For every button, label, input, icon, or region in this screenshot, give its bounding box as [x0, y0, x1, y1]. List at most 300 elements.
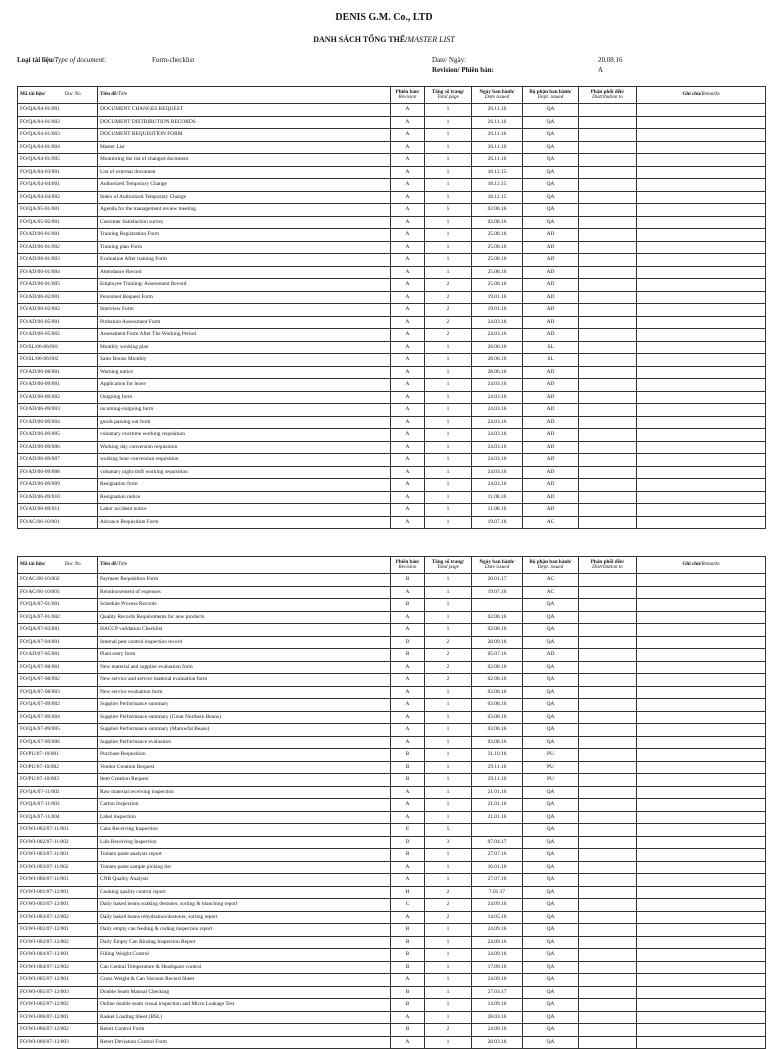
total-page-cell: 1: [425, 366, 472, 379]
remarks-cell: [637, 304, 766, 317]
distribution-cell: [579, 986, 637, 999]
revision-cell: A: [391, 204, 425, 217]
doc-no-cell: FO/AD/06-09/006: [18, 441, 98, 454]
distribution-cell: [579, 1036, 637, 1049]
doc-no-cell: FO/AD/06-01/003: [18, 254, 98, 267]
distribution-cell: [579, 166, 637, 179]
date-issued-cell: 24.03.16: [472, 404, 523, 417]
revision-cell: B: [391, 949, 425, 962]
distribution-cell: [579, 1024, 637, 1037]
distribution-cell: [579, 491, 637, 504]
distribution-cell: [579, 799, 637, 812]
date-issued-cell: 02.08.16: [472, 216, 523, 229]
table-row: [18, 949, 766, 962]
table-header-row: [18, 87, 766, 104]
distribution-cell: [579, 786, 637, 799]
table-row: [18, 774, 766, 787]
title-cell: DOCUMENT REQUISITION FORM: [98, 129, 391, 142]
table-row: [18, 574, 766, 587]
distribution-cell: [579, 316, 637, 329]
remarks-cell: [637, 836, 766, 849]
distribution-cell: [579, 429, 637, 442]
table-row: [18, 924, 766, 937]
revision-cell: A: [391, 874, 425, 887]
doc-no-cell: FO/QA/04-04/001: [18, 179, 98, 192]
remarks-cell: [637, 599, 766, 612]
table-row: [18, 811, 766, 824]
distribution-cell: [579, 599, 637, 612]
title-cell: DOCUMENT DISTRIBUTION RECORDS: [98, 116, 391, 129]
remarks-cell: [637, 961, 766, 974]
revision-cell: A: [391, 191, 425, 204]
title-cell: Warning notice: [98, 366, 391, 379]
doc-no-cell: FO/QA/07-04/001: [18, 636, 98, 649]
date-issued-cell: 26.11.16: [472, 141, 523, 154]
dept-cell: QA: [523, 699, 579, 712]
revision-cell: A: [391, 466, 425, 479]
date-issued-cell: 02.08.16: [472, 624, 523, 637]
col-dept-issued: Bộ phận ban hành/ Dept. issued: [523, 87, 579, 104]
dept-cell: AD: [523, 391, 579, 404]
date-issued-cell: 03.08.16: [472, 711, 523, 724]
distribution-cell: [579, 416, 637, 429]
remarks-cell: [637, 574, 766, 587]
distribution-cell: [579, 936, 637, 949]
title-cell: Supplier Performance summary (Marowfat Beans): [98, 724, 391, 737]
remarks-cell: [637, 799, 766, 812]
revision-cell: B: [391, 986, 425, 999]
dept-cell: QA: [523, 986, 579, 999]
doc-no-cell: FO/WI-006/07-12/003: [18, 1036, 98, 1049]
date-issued-cell: 17.09.16: [472, 961, 523, 974]
revision-cell: H: [391, 886, 425, 899]
distribution-cell: [579, 674, 637, 687]
distribution-cell: [579, 924, 637, 937]
doc-no-cell: FO/WI-002/07-12/001: [18, 924, 98, 937]
title-cell: Label inspection: [98, 811, 391, 824]
total-page-cell: 1: [425, 586, 472, 599]
doc-no-cell: FO/AD/06-09/005: [18, 429, 98, 442]
remarks-cell: [637, 479, 766, 492]
title-cell: Resignation notice: [98, 491, 391, 504]
dept-cell: QA: [523, 204, 579, 217]
revision-cell: A: [391, 861, 425, 874]
title-cell: Master List: [98, 141, 391, 154]
title-cell: Monthly working plan: [98, 341, 391, 354]
date-issued-cell: 28.03.16: [472, 1036, 523, 1049]
distribution-cell: [579, 661, 637, 674]
total-page-cell: 1: [425, 949, 472, 962]
revision-cell: A: [391, 216, 425, 229]
title-cell: Vendor Creation Request: [98, 761, 391, 774]
revision-cell: A: [391, 674, 425, 687]
title-cell: Retort Deviation Control Form: [98, 1036, 391, 1049]
remarks-cell: [637, 229, 766, 242]
title-cell: Monitoring the list of changed document: [98, 154, 391, 167]
title-cell: Purchase Requisition: [98, 749, 391, 762]
table-row: [18, 491, 766, 504]
distribution-cell: [579, 899, 637, 912]
dept-cell: AD: [523, 491, 579, 504]
doc-no-cell: FO/QA/07-08/001: [18, 661, 98, 674]
doc-type-value: Form-checklist: [152, 56, 195, 64]
remarks-cell: [637, 1024, 766, 1037]
title-cell: Index of Authorized Temporary Change: [98, 191, 391, 204]
total-page-cell: 1: [425, 379, 472, 392]
doc-no-cell: FO/AD/06-09/010: [18, 491, 98, 504]
total-page-cell: 1: [425, 999, 472, 1012]
revision-cell: A: [391, 154, 425, 167]
total-page-cell: 1: [425, 849, 472, 862]
table-row: [18, 961, 766, 974]
table-row: [18, 624, 766, 637]
title-cell: Item Creation Request: [98, 774, 391, 787]
table-row: [18, 1024, 766, 1037]
table-row: [18, 686, 766, 699]
total-page-cell: 1: [425, 416, 472, 429]
revision-cell: A: [391, 454, 425, 467]
date-issued-cell: 28.09.16: [472, 636, 523, 649]
table-row: [18, 911, 766, 924]
table-row: [18, 986, 766, 999]
doc-no-cell: FO/AD/06-09/003: [18, 404, 98, 417]
date-issued-cell: 31.10.16: [472, 749, 523, 762]
doc-no-cell: FO/AC/06-10/001: [18, 516, 98, 529]
total-page-cell: 1: [425, 611, 472, 624]
doc-no-cell: FO/QA/05-02/001: [18, 216, 98, 229]
doc-no-cell: FO/WI-004/07-12/002: [18, 961, 98, 974]
dept-cell: AD: [523, 241, 579, 254]
remarks-cell: [637, 636, 766, 649]
revision-cell: A: [391, 699, 425, 712]
remarks-cell: [637, 699, 766, 712]
remarks-cell: [637, 724, 766, 737]
total-page-cell: 1: [425, 341, 472, 354]
total-page-cell: 1: [425, 811, 472, 824]
total-page-cell: 5: [425, 824, 472, 837]
revision-cell: B: [391, 774, 425, 787]
col-distribution: Phân phối đến/ Distribution to: [579, 87, 637, 104]
remarks-cell: [637, 811, 766, 824]
revision-cell: A: [391, 179, 425, 192]
table-row: [18, 354, 766, 367]
doc-no-cell: FO/WI-003/07-12/002: [18, 911, 98, 924]
total-page-cell: 1: [425, 391, 472, 404]
title-cell: Authorized Temporary Change: [98, 179, 391, 192]
doc-no-cell: FO/QA/07-08/002: [18, 674, 98, 687]
title-cell: New service evaluation form: [98, 686, 391, 699]
total-page-cell: 1: [425, 104, 472, 117]
dept-cell: AD: [523, 416, 579, 429]
date-issued-cell: 02.08.16: [472, 611, 523, 624]
table-row: [18, 849, 766, 862]
revision-cell: A: [391, 166, 425, 179]
revision-cell: B: [391, 1024, 425, 1037]
doc-no-cell: FO/WI-003/07-11/002: [18, 861, 98, 874]
distribution-cell: [579, 811, 637, 824]
distribution-cell: [579, 404, 637, 417]
table-row: [18, 874, 766, 887]
revision-cell: A: [391, 429, 425, 442]
remarks-cell: [637, 911, 766, 924]
dept-cell: QA: [523, 861, 579, 874]
doc-no-cell: FO/QA/07-09/002: [18, 699, 98, 712]
table-row: [18, 254, 766, 267]
dept-cell: QA: [523, 786, 579, 799]
title-cell: working hour conversion requisition: [98, 454, 391, 467]
revision-cell: A: [391, 516, 425, 529]
distribution-cell: [579, 179, 637, 192]
total-page-cell: 1: [425, 624, 472, 637]
revision-cell: A: [391, 479, 425, 492]
doc-no-cell: FO/QA/04-01/001: [18, 104, 98, 117]
total-page-cell: 1: [425, 574, 472, 587]
date-issued-cell: 25.08.16: [472, 266, 523, 279]
table-row: [18, 116, 766, 129]
table-row: [18, 241, 766, 254]
distribution-cell: [579, 341, 637, 354]
revision-cell: A: [391, 266, 425, 279]
date-issued-cell: 25.08.16: [472, 279, 523, 292]
doc-no-cell: FO/WI-006/07-12/001: [18, 1011, 98, 1024]
date-issued-cell: 25.08.16: [472, 241, 523, 254]
date-issued-cell: 26.11.16: [472, 154, 523, 167]
date-issued-cell: 24.03.16: [472, 466, 523, 479]
remarks-cell: [637, 861, 766, 874]
distribution-cell: [579, 849, 637, 862]
date-issued-cell: 07.04.17: [472, 836, 523, 849]
date-issued-cell: 29.11.16: [472, 761, 523, 774]
title-cell: Retort Control Form: [98, 1024, 391, 1037]
title-cell: Tomato paste sample picking list: [98, 861, 391, 874]
title-cell: Tomato paste analysis report: [98, 849, 391, 862]
date-issued-cell: 27.07.16: [472, 849, 523, 862]
doc-no-cell: FO/WI-006/07-11/001: [18, 874, 98, 887]
title-cell: Carton Inspection: [98, 799, 391, 812]
date-issued-cell: 24.09.16: [472, 936, 523, 949]
remarks-cell: [637, 254, 766, 267]
revision-cell: A: [391, 724, 425, 737]
dept-cell: QA: [523, 924, 579, 937]
dept-cell: QA: [523, 899, 579, 912]
remarks-cell: [637, 279, 766, 292]
table-row: [18, 786, 766, 799]
col-doc-no: Mã tài liệu/ Doc No: [18, 87, 98, 104]
date-issued-cell: 28.06.16: [472, 366, 523, 379]
doc-type-label: [17, 56, 106, 64]
distribution-cell: [579, 1011, 637, 1024]
dept-cell: QA: [523, 949, 579, 962]
table-row: [18, 454, 766, 467]
doc-no-cell: FO/AD/06-01/002: [18, 241, 98, 254]
remarks-cell: [637, 824, 766, 837]
remarks-cell: [637, 191, 766, 204]
total-page-cell: 1: [425, 229, 472, 242]
revision-cell: B: [391, 961, 425, 974]
doc-no-cell: FO/QA/04-01/003: [18, 129, 98, 142]
table-row: [18, 166, 766, 179]
total-page-cell: 1: [425, 154, 472, 167]
page-title: [0, 35, 768, 44]
total-page-cell: 1: [425, 479, 472, 492]
title-cell: Supplier Performance summary: [98, 699, 391, 712]
remarks-cell: [637, 936, 766, 949]
doc-no-cell: FO/WI-005/07-12/001: [18, 974, 98, 987]
title-cell: voluntary overtime working requisition: [98, 429, 391, 442]
distribution-cell: [579, 949, 637, 962]
doc-no-cell: FO/AD/06-09/007: [18, 454, 98, 467]
table-row: [18, 304, 766, 317]
revision-cell: B: [391, 599, 425, 612]
remarks-cell: [637, 974, 766, 987]
dept-cell: AD: [523, 291, 579, 304]
dept-cell: QA: [523, 999, 579, 1012]
total-page-cell: 1: [425, 874, 472, 887]
distribution-cell: [579, 441, 637, 454]
remarks-cell: [637, 404, 766, 417]
dept-cell: AD: [523, 254, 579, 267]
doc-no-cell: FO/PU/07-10/002: [18, 761, 98, 774]
title-cell: Schedule Process Records: [98, 599, 391, 612]
dept-cell: QA: [523, 599, 579, 612]
remarks-cell: [637, 986, 766, 999]
dept-cell: QA: [523, 824, 579, 837]
total-page-cell: 1: [425, 454, 472, 467]
table-row: [18, 129, 766, 142]
dept-cell: AC: [523, 574, 579, 587]
remarks-cell: [637, 999, 766, 1012]
remarks-cell: [637, 454, 766, 467]
date-issued-cell: 21.01.16: [472, 811, 523, 824]
table-row: [18, 711, 766, 724]
total-page-cell: 1: [425, 179, 472, 192]
distribution-cell: [579, 636, 637, 649]
remarks-cell: [637, 849, 766, 862]
title-cell: Basket Loading Sheet (BSL): [98, 1011, 391, 1024]
date-issued-cell: 03.08.16: [472, 736, 523, 749]
dept-cell: QA: [523, 811, 579, 824]
dept-cell: QA: [523, 849, 579, 862]
table-row: [18, 316, 766, 329]
distribution-cell: [579, 391, 637, 404]
doc-no-cell: FO/AD/06-01/001: [18, 229, 98, 242]
revision-cell: A: [391, 1036, 425, 1049]
title-cell: Training plan Form: [98, 241, 391, 254]
dept-cell: SL: [523, 341, 579, 354]
total-page-cell: 1: [425, 924, 472, 937]
doc-no-cell: FO/AD/06-09/009: [18, 479, 98, 492]
revision-cell: A: [391, 254, 425, 267]
remarks-cell: [637, 1011, 766, 1024]
table-row: [18, 636, 766, 649]
total-page-cell: 1: [425, 166, 472, 179]
remarks-cell: [637, 749, 766, 762]
remarks-cell: [637, 504, 766, 517]
table-row: [18, 391, 766, 404]
total-page-cell: 1: [425, 441, 472, 454]
title-cell: Attendance Record: [98, 266, 391, 279]
total-page-cell: 1: [425, 749, 472, 762]
dept-cell: QA: [523, 886, 579, 899]
distribution-cell: [579, 291, 637, 304]
revision-cell: A: [391, 104, 425, 117]
date-issued-cell: 19.01.16: [472, 304, 523, 317]
dept-cell: AC: [523, 586, 579, 599]
revision-cell: A: [391, 379, 425, 392]
distribution-cell: [579, 586, 637, 599]
dept-cell: SL: [523, 354, 579, 367]
doc-no-cell: FO/QA/07-11/002: [18, 786, 98, 799]
total-page-cell: 2: [425, 661, 472, 674]
dept-cell: QA: [523, 686, 579, 699]
distribution-cell: [579, 104, 637, 117]
date-issued-cell: 28.06.16: [472, 341, 523, 354]
date-issued-cell: 24.03.16: [472, 379, 523, 392]
revision-cell: A: [391, 811, 425, 824]
dept-cell: QA: [523, 911, 579, 924]
col-doc-no: Mã tài liệu/ Doc No: [18, 557, 98, 574]
title-cell: Reimbursement of expenses: [98, 586, 391, 599]
distribution-cell: [579, 699, 637, 712]
table-row: [18, 191, 766, 204]
distribution-cell: [579, 961, 637, 974]
dept-cell: QA: [523, 711, 579, 724]
total-page-cell: 1: [425, 254, 472, 267]
total-page-cell: 1: [425, 774, 472, 787]
doc-no-cell: FO/PU/07-10/003: [18, 774, 98, 787]
revision-cell: A: [391, 491, 425, 504]
table-row: [18, 341, 766, 354]
title-cell: New material and supplier evaluation form: [98, 661, 391, 674]
remarks-cell: [637, 899, 766, 912]
table-row: [18, 216, 766, 229]
col-date-issued: Ngày ban hành/ Date issued: [472, 557, 523, 574]
table-row: [18, 404, 766, 417]
distribution-cell: [579, 479, 637, 492]
remarks-cell: [637, 661, 766, 674]
date-issued-cell: 19.01.16: [472, 291, 523, 304]
doc-no-cell: FO/AD/06-01/005: [18, 279, 98, 292]
distribution-cell: [579, 216, 637, 229]
title-cell: goods passing out form: [98, 416, 391, 429]
doc-no-cell: FO/QA/04-01/005: [18, 154, 98, 167]
distribution-cell: [579, 279, 637, 292]
col-revision: Phiên bản/ Revision: [391, 87, 425, 104]
dept-cell: AD: [523, 454, 579, 467]
revision-cell: B: [391, 924, 425, 937]
date-issued-cell: 24.03.16: [472, 416, 523, 429]
table-row: [18, 611, 766, 624]
remarks-cell: [637, 624, 766, 637]
table-row: [18, 416, 766, 429]
distribution-cell: [579, 624, 637, 637]
revision-cell: B: [391, 749, 425, 762]
title-cell: Daily Empty Can Rinsing Inspection Report: [98, 936, 391, 949]
table-row: [18, 154, 766, 167]
col-remarks: Ghi chú/Remarks: [637, 557, 766, 574]
title-cell: Gross Weight & Can Vacuum Record Sheet: [98, 974, 391, 987]
dept-cell: AD: [523, 229, 579, 242]
total-page-cell: 1: [425, 936, 472, 949]
title-cell: Internal pest control inspection record: [98, 636, 391, 649]
dept-cell: PU: [523, 774, 579, 787]
table-row: [18, 936, 766, 949]
remarks-cell: [637, 611, 766, 624]
remarks-cell: [637, 116, 766, 129]
doc-no-cell: FO/QA/07-09/006: [18, 736, 98, 749]
col-title: Tiêu đề/Title: [98, 557, 391, 574]
remarks-cell: [637, 429, 766, 442]
